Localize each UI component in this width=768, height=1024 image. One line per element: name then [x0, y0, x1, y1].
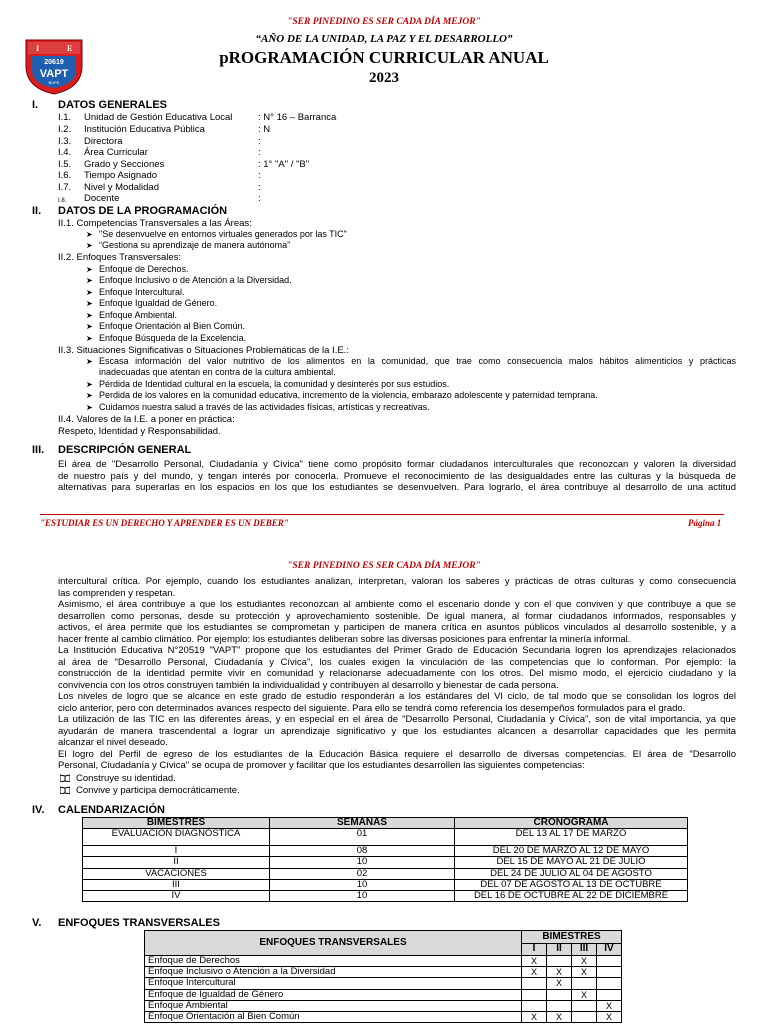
section-title: CALENDARIZACIÓN: [58, 804, 165, 816]
table-row: Enfoque Inclusivo o Atención a la Diversidad X X X: [145, 967, 622, 978]
table-row: Enfoque de Igualdad de Género X: [145, 989, 622, 1000]
section-title: ENFOQUES TRANSVERSALES: [58, 917, 220, 929]
page-gap: [0, 530, 768, 555]
arrow-bullet-icon: ➤: [86, 311, 93, 320]
row-number: I.8.: [58, 198, 67, 204]
logo-number: 20619: [44, 59, 64, 66]
table-row: Enfoque Ambiental X: [145, 1000, 622, 1011]
section-5-heading: [32, 917, 332, 931]
paragraph-line: La utilización de las TIC en las diferentes áreas, y en especial en el área de "Desarrollo Personal, Ciudadanía y Cívica", son de vital importancia, ya que: [58, 714, 736, 725]
arrow-bullet-icon: ➤: [86, 322, 93, 331]
column-header: ENFOQUES TRANSVERSALES: [145, 931, 522, 956]
arrow-bullet-icon: ➤: [86, 403, 93, 412]
arrow-bullet-icon: ➤: [86, 357, 93, 366]
paragraph-line: activos, el área permite que los estudiantes se comprometan y participen de manera crítica en asuntos públicos vinculados al desarrollo sostenible, y a: [58, 622, 736, 633]
calendar-table: [82, 817, 688, 902]
school-logo-icon: [22, 36, 86, 96]
row-label: Institución Educativa Pública: [84, 124, 205, 135]
table-row: Enfoque Orientación al Bien Común X X X: [145, 1012, 622, 1023]
page-number: Página 1: [688, 518, 722, 528]
table-row: VACACIONES 02 DEL 24 DE JULIO AL 04 DE AGOSTO: [83, 868, 688, 879]
row-label: Grado y Secciones: [84, 159, 165, 170]
paragraph-line: desarrollen como personas, desde su protección y aprovechamiento sostenible. De igual manera, al formar ciudadanos informados, responsables y: [58, 610, 736, 622]
row-label: Unidad de Gestión Educativa Local: [84, 112, 233, 123]
section-title: DESCRIPCIÓN GENERAL: [58, 444, 192, 456]
section-title: DATOS GENERALES: [58, 99, 167, 111]
paragraph-line: construcción de la identidad permite vivir en comunidad y relacionarse adecuadamente con los otros. Del mismo modo, el ejercicio ciudadano y la: [58, 668, 736, 679]
paragraph-line: ciclo anterior, pero con determinados avances respecto del siguiente. Para ello se tendrá como referencia los desempeños formulados para el grado.: [58, 702, 686, 714]
row-number: I.6.: [58, 170, 72, 181]
arrow-bullet-icon: ➤: [86, 265, 93, 274]
paragraph-line: hacer frente al cambio climático. Por ejemplo: los estudiantes deliberan sobre las diversas posiciones para enfrentar la minería informal.: [58, 633, 631, 645]
page-motto: "SER PINEDINO ES SER CADA DÍA MEJOR": [287, 17, 481, 27]
arrow-bullet-icon: ➤: [86, 230, 93, 239]
row-number: I.5.: [58, 159, 72, 170]
document-page-1: "SER PINEDINO ES SER CADA DÍA MEJOR" “AÑO DE LA UNIDAD, LA PAZ Y EL DESARROLLO” pROGRAMACIÓN CURRICULAR ANUAL 2023 I E 20619 VAPT BUPE I. DATOS GENERALES I.1. Unidad de Gestión Educativa Local : N° 16 – Barranca I.2. Institución Educativa Pública : N I.3. Directora : I.4. Área Curricular : I.5. Grado y Secciones : 1° "A" / "B" I.6. Tiempo Asignado : I.7. Nivel y Modalidad : I.8. Docente : II. DATOS DE LA PROGRAMACIÓN II.1. Competencias Transversales a las Áreas: ➤ "Se desenvuelve en entornos virtuales generados por las TIC" ➤ “Gestiona su aprendizaje de manera autónoma” II.2. Enfoques Transversales: ➤ Enfoque de Derechos. ➤ Enfoque Inclusivo o de Atención a la Diversidad. ➤ Enfoque Intercultural. ➤ Enfoque Igualdad de Género. ➤ Enfoque Ambiental. ➤ Enfoque Orientación al Bien Común. ➤ Enfoque Búsqueda de la Excelencia. II.3. Situaciones Significativas o Situaciones Problemáticas de la I.E.: ➤ Escasa información del valor nutritivo de los alimentos en la comunidad, que trae como consecuencia malos hábitos alimenticios y prácticas inadecuadas que atentan en contra de la cultura ambiental. ➤ Pérdida de Identidad cultural en la escuela, la comunidad y desinterés por sus estudios. ➤ Perdida de los valores en la comunidad educativa, incremento de la violencia, embarazo adolescente y paternidad temprana. ➤ Cuidamos nuestra salud a través de las actividades físicas, artísticas y recreativas. II.4. Valores de la I.E. a poner en práctica: Respeto, Identidad y Responsabilidad. III. DESCRIPCIÓN GENERAL El área de "Desarrollo Personal, Ciudadanía y Cívica" tiene como propósito formar ciudadanos interculturales que reconozcan y valoren la diversidad de nuestro país y del mundo, y tengan interés por conocerla. Promueve el reconocimiento de las desigualdades entre las culturas y la búsqueda de alternativas para superarlas en los espacios en los que los estudiantes se desenvuelven. Para lograrlo, el área contribuye al desarrollo de una actitud "ESTUDIAR ES UN DERECHO Y APRENDER ES UN DEBER" Página 1: [0, 0, 768, 530]
document-title: pROGRAMACIÓN CURRICULAR ANUAL: [219, 48, 549, 67]
paragraph-line: Personal, Ciudadanía y Cívica" se ocupa de promover y facilitar que los estudiantes desarrollen las siguientes competencias:: [58, 760, 585, 771]
table-header-row: I II III IV: [145, 943, 622, 956]
row-value: :: [258, 193, 261, 204]
table-row: II 10 DEL 15 DE MAYO AL 21 DE JULIO: [83, 857, 688, 868]
paragraph-line: Asimismo, el área contribuye a que los estudiantes reconozcan al ambiente como el escenario donde y con el que conviven y que contribuye a que se: [58, 599, 736, 610]
row-value: : 1° "A" / "B": [258, 159, 310, 170]
arrow-bullet-icon: ➤: [86, 380, 93, 389]
section-number: III.: [32, 444, 45, 456]
table-header-row: [145, 931, 622, 944]
section-number: I.: [32, 99, 39, 111]
logo-small-text: BUPE: [48, 80, 60, 85]
column-header: SEMANAS: [270, 818, 455, 829]
open-book-icon: [60, 786, 70, 794]
table-row: III 10 DEL 07 DE AGOSTO AL 13 DE OCTUBRE: [83, 879, 688, 890]
paragraph-line: convivencia con los otros construyen también la individualidad y contribuyen al desarrollo y bienestar de cada persona.: [58, 679, 559, 691]
table-row: Enfoque Intercultural X: [145, 978, 622, 989]
paragraph-line: al área de "Desarrollo Personal, Ciudadanía y Cívica", los cuales exigen la vinculación de las competencias que lo conforman. Por ejemplo: la: [58, 656, 736, 668]
arrow-bullet-icon: ➤: [86, 391, 93, 400]
row-value: :: [258, 170, 261, 181]
table-header-row: [83, 818, 688, 829]
row-label: Directora: [84, 136, 123, 147]
row-label: Área Curricular: [84, 147, 148, 158]
enfoques-table: [144, 930, 622, 1023]
year-title: “AÑO DE LA UNIDAD, LA PAZ Y EL DESARROLLO”: [255, 33, 513, 45]
section-4-heading: [32, 804, 332, 818]
paragraph-line: La Institución Educativa N°20519 "VAPT" propone que los estudiantes del Primer Grado de Educación Secundaria logren los aprendizajes relacionados: [58, 645, 736, 656]
table-row: IV 10 DEL 16 DE OCTUBRE AL 22 DE DICIEMBRE: [83, 891, 688, 902]
logo-name: VAPT: [39, 68, 69, 80]
paragraph-line: alcanzar el nivel deseado.: [58, 737, 168, 748]
paragraph-line: El logro del Perfil de egreso de los estudiantes de la Educación Básica requiere el desarrollo de diversas competencias. El área de "Desarrollo: [58, 748, 736, 760]
paragraph-line: alternativas para superarlas en los espacios en los que los estudiantes se desenvuelven. Para lograrlo, el área contribuye al desarrollo de una actitud: [58, 482, 736, 493]
logo-letter-right: E: [67, 44, 73, 53]
row-value: :: [258, 182, 261, 193]
column-header-group: BIMESTRES: [522, 931, 622, 944]
values-text: Respeto, Identidad y Responsabilidad.: [58, 426, 221, 437]
section-3-heading: [32, 444, 332, 458]
row-number: I.1.: [58, 112, 72, 123]
page-motto: "SER PINEDINO ES SER CADA DÍA MEJOR": [287, 561, 481, 571]
row-number: I.4.: [58, 147, 72, 158]
row-label: Nivel y Modalidad: [84, 182, 159, 193]
paragraph-line: intercultural crítica. Por ejemplo, cuando los estudiantes analizan, interpretan, valoran los saberes y prácticas de otras culturas y como consecuencia: [58, 576, 736, 587]
column-header: BIMESTRES: [83, 818, 270, 829]
subsection-ii4: II.4. Valores de la I.E. a poner en práctica:: [58, 414, 235, 425]
section-number: IV.: [32, 804, 45, 816]
logo-letter-left: I: [36, 44, 40, 53]
row-value: : N° 16 – Barranca: [258, 112, 337, 123]
table-row: EVALUACIÓN DIAGNÓSTICA 01 DEL 13 AL 17 DE MARZO: [83, 829, 688, 846]
footer-slogan: "ESTUDIAR ES UN DERECHO Y APRENDER ES UN DEBER": [40, 518, 289, 528]
column-header: CRONOGRAMA: [455, 818, 688, 829]
footer-rule: [40, 514, 724, 515]
paragraph-line: de nuestro país y del mundo, y tengan interés por conocerla. Promueve el reconocimiento de las desigualdades entre las culturas y la búsqueda de: [58, 471, 736, 482]
document-page-2: "SER PINEDINO ES SER CADA DÍA MEJOR" intercultural crítica. Por ejemplo, cuando los estudiantes analizan, interpretan, valoran los saberes y prácticas de otras culturas y como consecuencia las comprenden y respetan. Asimismo, el área contribuye a que los estudiantes reconozcan al ambiente como el escenario donde y con el que conviven y que contribuye a que se desarrollen como personas, desde su protección y aprovechamiento sostenible. De igual manera, al formar ciudadanos informados, responsables y activos, el área permite que los estudiantes se comprometan y participen de manera crítica en asuntos públicos vinculados al desarrollo sostenible, y a hacer frente al cambio climático. Por ejemplo: los estudiantes deliberan sobre las diversas posiciones para enfrentar la minería informal. La Institución Educativa N°20519 "VAPT" propone que los estudiantes del Primer Grado de Educación Secundaria logren los aprendizajes relacionados al área de "Desarrollo Personal, Ciudadanía y Cívica", los cuales exigen la vinculación de las competencias que lo conforman. Por ejemplo: la construcción de la identidad permite vivir en comunidad y relacionarse adecuadamente con los otros. Del mismo modo, el ejercicio ciudadano y la convivencia con los otros construyen también la individualidad y contribuyen al desarrollo y bienestar de cada persona. Los niveles de logro que se alcance en este grado de estudio responderán a los estándares del VI ciclo, de tal modo que se consolidan los logros del ciclo anterior, pero con determinados avances respecto del siguiente. Para ello se tendrá como referencia los desempeños formulados para el grado. La utilización de las TIC en las diferentes áreas, y en especial en el área de "Desarrollo Personal, Ciudadanía y Cívica", son de vital importancia, ya que ayudarán de manera trascendental a lograr un aprendizaje significativo y que los estudiantes alcancen a desarrollar capacidades que les permita alcanzar el nivel deseado. El logro del Perfil de egreso de los estudiantes de la Educación Básica requiere el desarrollo de diversas competencias. El área de "Desarrollo Personal, Ciudadanía y Cívica" se ocupa de promover y facilitar que los estudiantes desarrollen las siguientes competencias: Construye su identidad. Convive y participa democráticamente. IV. CALENDARIZACIÓN BIMESTRES SEMANAS CRONOGRAMA EVALUACIÓN DIAGNÓSTICA 01 DEL 13 AL 17 DE MARZO I 08 DEL 20 DE MARZO AL 12 DE MAYO II 10 DEL 15 DE MAYO AL 21 DE JULIO VACACIONES 02 DEL 24 DE JULIO AL 04 DE AGOSTO III 10 DEL 07 DE AGOSTO AL 13 DE OCTUBRE IV 10 DEL 16 DE OCTUBRE AL 22 DE DICIEMBRE V. ENFOQUES TRANSVERSALES ENFOQUES TRANSVERSALES BIMESTRES I II III IV Enfoque de Derechos X X Enfoque Inclusivo o Atención a la Diversidad X X X Enfoque Intercultural X Enfoque de Igualdad de Género X Enfoque Ambiental X Enfoque Orientación al Bien Común X X X: [0, 555, 768, 1024]
paragraph-line: las comprenden y respetan.: [58, 587, 176, 599]
row-label: Docente: [84, 193, 120, 204]
row-number: I.2.: [58, 124, 72, 135]
row-value: : N: [258, 124, 271, 135]
row-number: I.3.: [58, 136, 72, 147]
open-book-icon: [60, 774, 70, 782]
arrow-bullet-icon: ➤: [86, 276, 93, 285]
list-item-continuation: inadecuadas que atentan en contra de la cultura ambiental.: [99, 367, 336, 377]
section-number: V.: [32, 917, 42, 929]
document-year: 2023: [369, 70, 399, 86]
row-value: :: [258, 136, 261, 147]
arrow-bullet-icon: ➤: [86, 334, 93, 343]
subsection-ii2: II.2. Enfoques Transversales:: [58, 252, 182, 263]
subsection-ii1: II.1. Competencias Transversales a las Áreas:: [58, 218, 252, 229]
row-value: :: [258, 147, 261, 158]
section-2-heading: [32, 205, 332, 219]
arrow-bullet-icon: ➤: [86, 299, 93, 308]
section-number: II.: [32, 205, 42, 217]
paragraph-line: El área de "Desarrollo Personal, Ciudadanía y Cívica" tiene como propósito formar ciudadanos interculturales que reconozcan y valoren la diversidad: [58, 459, 736, 470]
arrow-bullet-icon: ➤: [86, 288, 93, 297]
paragraph-line: Los niveles de logro que se alcance en este grado de estudio responderán a los estándares del VI ciclo, de tal modo que se consolidan los logros del: [58, 691, 736, 702]
paragraph-line: ayudarán de manera trascendental a lograr un aprendizaje significativo y que los estudiantes alcancen a desarrollar capacidades que les permita: [58, 725, 736, 737]
row-label: Tiempo Asignado: [84, 170, 158, 181]
row-number: I.7.: [58, 182, 72, 193]
subsection-ii3: II.3. Situaciones Significativas o Situaciones Problemáticas de la I.E.:: [58, 345, 349, 356]
section-1-heading: [32, 99, 332, 113]
table-row: Enfoque de Derechos X X: [145, 956, 622, 967]
section-title: DATOS DE LA PROGRAMACIÓN: [58, 205, 228, 217]
arrow-bullet-icon: ➤: [86, 241, 93, 250]
table-row: I 08 DEL 20 DE MARZO AL 12 DE MAYO: [83, 846, 688, 857]
